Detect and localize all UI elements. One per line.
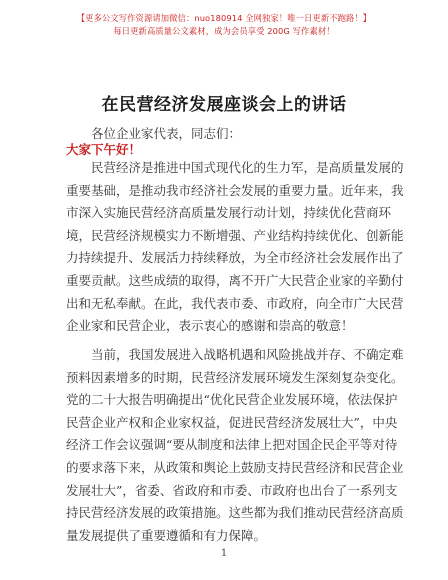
paragraph-1	[66, 157, 404, 338]
salutation: 各位企业家代表，同志们：	[91, 126, 242, 141]
paragraph-line: 持民营经济发展的政策措施。这些都为我们推动民营经济高质	[66, 505, 404, 521]
paragraph-line: 重要基础，是推动我市经济社会发展的重要力量。近年来，我	[66, 182, 404, 198]
paragraph-line: 民营企业产权和企业家权益，促进民营经济发展壮大”，中央	[66, 414, 398, 430]
paragraph-line: 境，民营经济规模实力不断增强、产业结构持续优化、创新能	[66, 227, 404, 243]
page-number: 1	[220, 548, 228, 559]
banner-line-2: 每日更新高质量公文素材，成为会员享受 200G 写作素材！	[113, 26, 335, 36]
paragraph-line: 当前，我国发展进入战略机遇和风险挑战并存、不确定难	[66, 347, 404, 362]
document-title: 在民营经济发展座谈会上的讲话	[101, 95, 347, 115]
banner-line-1: 【更多公文写作资源请加微信：nuo180914 全网独家！唯一日更新不跑路！】	[76, 13, 372, 23]
header-banner	[0, 12, 448, 38]
paragraph-line: 量发展提供了重要遵循和有力保障。	[66, 527, 267, 543]
paragraph-line: 发展壮大”，省委、省政府和市委、市政府也出台了一系列支	[66, 482, 398, 498]
paragraph-line: 力持续提升、发展活力持续释放，为全市经济社会发展作出了	[66, 250, 404, 266]
paragraph-line: 企业家和民营企业，表示衷心的感谢和崇高的敬意！	[66, 318, 354, 334]
paragraph-line: 出和无私奉献。在此，我代表市委、市政府，向全市广大民营	[66, 295, 404, 311]
paragraph-2	[66, 344, 404, 547]
greeting: 大家下午好！	[66, 142, 142, 157]
paragraph-line: 民营经济是推进中国式现代化的生力军，是高质量发展的	[66, 160, 404, 175]
paragraph-line: 重要贡献。这些成绩的取得，离不开广大民营企业家的辛勤付	[66, 272, 404, 288]
paragraph-line: 的要求落下来，从政策和舆论上鼓励支持民营经济和民营企业	[66, 459, 404, 475]
paragraph-line: 预料因素增多的时期，民营经济发展环境发生深刻复杂变化。	[66, 369, 404, 385]
paragraph-line: 市深入实施民营经济高质量发展行动计划，持续优化营商环	[66, 205, 392, 221]
paragraph-line: 经济工作会议强调“要从制度和法律上把对国企民企平等对待	[66, 437, 398, 453]
paragraph-line: 党的二十大报告明确提出“优化民营企业发展环境，依法保护	[66, 392, 398, 408]
